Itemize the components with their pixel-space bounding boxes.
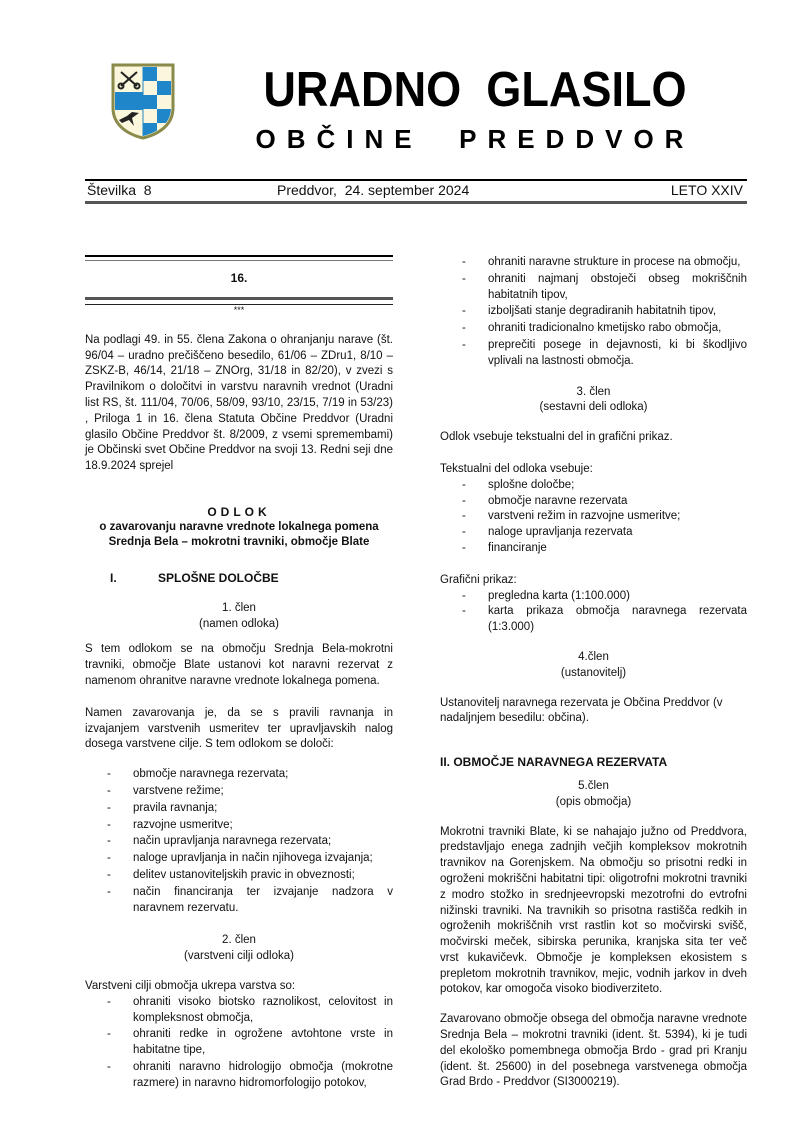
article-2-list [85,995,393,1092]
graphic-part-list [440,589,747,636]
odlok-title: ODLOK [207,504,271,519]
list-item: - varstvene režime; [107,784,224,797]
article-2-intro: Varstveni cilji območja ukrepa varstva so: [85,979,296,992]
list-item: - način upravljanja naravnega rezervata; [107,835,332,848]
list-item: - ohraniti tradicionalno kmetijsko rabo območja, [462,322,722,335]
list-item: - območje naravnega rezervata; [107,768,289,781]
issue-bar [85,179,747,204]
section-heading-1 [85,571,393,587]
article-5-heading: 5.člen [578,779,609,792]
article-1-paragraph-2: Namen zavarovanja je, da se s pravili ravnanja in izvajanjem varstvenih usmeritev ter upravljavskih nalog dosega varstvene cilje. S tem odlokom se določi: [85,706,393,751]
section-title: SPLOŠNE DOLOČBE [158,570,279,585]
graphic-part-intro: Grafični prikaz: [440,573,517,586]
textual-part-list [440,478,747,557]
right-column [440,255,747,1091]
issue-date: Preddvor, 24. september 2024 [277,182,470,198]
list-item: - ohraniti najmanj obstoječi obseg mokriščnih habitatnih tipov, [462,272,747,301]
issue-number: Številka 8 [87,182,152,198]
article-5-paragraph-2: Zavarovano območje obsega del območja naravne vrednote Srednja Bela – mokrotni travniki (ident. št. 5394), ki je tudi del ekološko pomembnega območja Brdo - grad pri Kranju (ident. št. 25600) in del posebnega varstvenega območja Grad Brdo - Preddvor (SI3000219). [440,1013,747,1089]
list-item: - ohraniti naravno hidrologijo območja (mokrotne razmere) in naravno hidromorfologijo potokov, [107,1060,393,1089]
list-item: - način financiranja ter izvajanje nadzora v naravnem rezervatu. [107,885,393,914]
preamble: Na podlagi 49. in 55. člena Zakona o ohranjanju narave (št. 96/04 – uradno prečiščeno besedilo, 61/06 – ZDru1, 8/10 – ZSKZ-B, 46/14, 21/18 – ZNOrg, 31/18 in 82/20), v zvezi s Pravilnikom o določitvi in varstvu naravnih vrednot (Uradni list RS, št. 111/04, 70/06, 58/09, 93/10, 23/15, 7/19 in 53/23) , Priloga 1 in 16. člena Statuta Občine Preddvor (Uradni glasilo Občine Preddvor št. 8/2009, z vsemi spremembami) je Občinski svet Občine Preddvor na svoji 13. Redni seji dne 18.9.2024 sprejel [85,333,393,473]
list-item: - pregledna karta (1:100.000) [462,589,630,602]
article-2-subtitle: (varstveni cilji odloka) [184,950,294,963]
list-item: - karta prikaza območja naravnega rezervata (1:3.000) [462,605,747,634]
textual-part-intro: Tekstualni del odloka vsebuje: [440,462,593,475]
article-1-paragraph-1: S tem odlokom se na območju Srednja Bela-mokrotni travniki, območje Blate ustanovi kot naravni rezervat z namenom ohranitve naravne vrednote lokalnega pomena. [85,643,393,687]
list-item: - varstveni režim in razvojne usmeritve; [462,510,681,523]
article-4-heading: 4.člen [578,650,609,663]
coat-of-arms-icon [110,62,176,140]
publication-subtitle: OBČINE PREDDVOR [255,124,695,154]
list-item: - naloge upravljanja rezervata [462,526,633,539]
article-4-subtitle: (ustanovitelj) [560,666,627,679]
list-item: - ohraniti visoko biotsko raznolikost, celovitost in kompleksnost območja, [107,995,393,1024]
list-item: - območje naravne rezervata [462,494,628,507]
article-1-subtitle: (namen odloka) [199,617,279,630]
separator-stars: *** [233,304,245,315]
list-item: - ohraniti redke in ogrožene avtohtone vrste in habitatne tipe, [107,1028,393,1057]
list-item: - ohraniti naravne strukture in procese na območju, [462,256,741,268]
article-3-heading: 3. člen [576,385,611,398]
issue-year: LETO XXIV [670,182,743,198]
article-3-paragraph: Odlok vsebuje tekstualni del in grafični prikaz. [440,431,673,444]
list-item: - preprečiti posege in dejavnosti, ki bi škodljivo vplivali na lastnosti območja. [462,338,747,367]
left-column [85,255,393,1092]
odlok-subtitle-2: Srednja Bela – mokrotni travniki, območje Blate [108,536,370,549]
odlok-subtitle-1: o zavarovanju naravne vrednote lokalnega pomena [99,520,379,533]
article-5-subtitle: (opis območja) [555,795,632,808]
list-item: - razvojne usmeritve; [107,818,233,831]
list-item: - delitev ustanoviteljskih pravic in obveznosti; [107,868,355,881]
list-item: - splošne določbe; [462,478,575,491]
section-heading-2: II. OBMOČJE NARAVNEGA REZERVATA [440,755,668,770]
article-2-heading: 2. člen [222,934,256,947]
divider [85,297,393,305]
section-number: I. [110,570,117,585]
publication-title: URADNO GLASILO [263,63,687,117]
divider [85,255,393,261]
article-1-list [85,767,393,916]
list-item: - naloge upravljanja in način njihovega izvajanja; [107,852,373,865]
list-item: - izboljšati stanje degradiranih habitatnih tipov, [462,305,717,318]
document-number: 16. [230,271,248,285]
article-1-heading: 1. člen [222,601,256,614]
list-item: - financiranje [462,541,547,554]
list-item: - pravila ravnanja; [107,801,218,814]
article-5-paragraph-1: Mokrotni travniki Blate, ki se nahajajo južno od Preddvora, predstavljajo enega zadnjih večjih kompleksov mokrotnih travnikov na Gorenjskem. Na območju so prisotni redki in ogroženi mokriščni habitatni tipi: oligotrofni mokrotni travniki z modro stožko in srednjeevropski mezotrofni do evtrofni nižinski travniki. Na travnikih so prisotna rastišča redkih in ogroženih mokriščnih vrst rastlin kot so močvirski svišč, močvirski meček, sibirska perunika, kranjska sita ter več vrst kukavičevk. Območje je kompleksen ekosistem s prepletom mokrotnih travnikov, mejic, vodnih jarkov in dveh potokov, kar omogoča visoko biodiverziteto. [440,825,747,996]
article-3-subtitle: (sestavni deli odloka) [539,401,648,414]
article-4-paragraph: Ustanovitelj naravnega rezervata je Občina Preddvor (v nadaljnjem besedilu: občina). [440,696,723,725]
article-2-list-continued [440,255,747,370]
